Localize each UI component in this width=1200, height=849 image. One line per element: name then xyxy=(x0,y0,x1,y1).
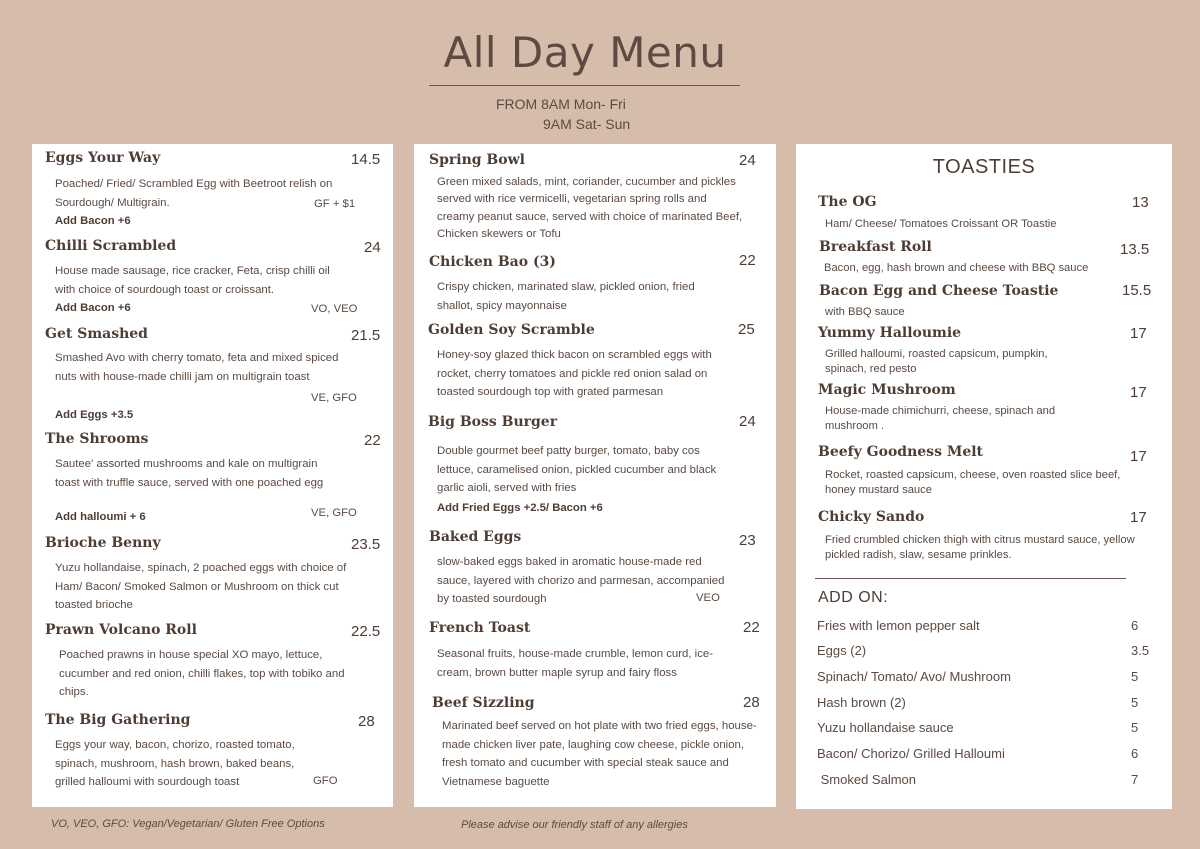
addon-name: Smoked Salmon xyxy=(817,772,916,787)
addon-name: Yuzu hollandaise sauce xyxy=(817,720,954,735)
item-name: Spring Bowl xyxy=(429,152,525,168)
item-name: Breakfast Roll xyxy=(819,239,932,255)
addon-price: 5 xyxy=(1131,669,1139,684)
item-description: with BBQ sauce xyxy=(825,306,905,318)
item-name: The Shrooms xyxy=(45,431,149,447)
item-description: Rocket, roasted capsicum, cheese, oven roasted slice beef, honey mustard sauce xyxy=(825,469,1121,496)
menu-column-3 xyxy=(796,144,1172,809)
item-name: Big Boss Burger xyxy=(428,414,558,430)
addon-price: 6 xyxy=(1131,746,1139,761)
item-price: 23.5 xyxy=(351,536,381,553)
dietary-tag: VE, GFO xyxy=(311,507,357,519)
menu-title: All Day Menu xyxy=(443,28,727,77)
item-addon: Add Fried Eggs +2.5/ Bacon +6 xyxy=(437,502,603,514)
dietary-legend: VO, VEO, GFO: Vegan/Vegetarian/ Gluten Free Options xyxy=(51,818,325,830)
addon-price: 5 xyxy=(1131,720,1139,735)
item-name: Yummy Halloumie xyxy=(818,325,962,341)
item-price: 22 xyxy=(743,619,760,636)
item-name: Chilli Scrambled xyxy=(45,238,177,254)
item-price: 24 xyxy=(739,152,756,169)
item-name: Brioche Benny xyxy=(45,535,161,551)
item-price: 15.5 xyxy=(1122,282,1152,299)
item-price: 17 xyxy=(1130,325,1147,342)
title-divider xyxy=(429,85,740,86)
item-price: 13.5 xyxy=(1120,241,1150,258)
dietary-tag: VEO xyxy=(696,592,720,604)
addon-row xyxy=(817,772,1147,787)
item-description: Ham/ Cheese/ Tomatoes Croissant OR Toastie xyxy=(825,218,1057,230)
addon-name: Fries with lemon pepper salt xyxy=(817,618,980,633)
addon-name: Eggs (2) xyxy=(817,643,867,658)
item-price: 17 xyxy=(1130,509,1147,526)
addon-divider xyxy=(815,578,1126,579)
item-description: Crispy chicken, marinated slaw, pickled onion, fried shallot, spicy mayonnaise xyxy=(437,281,695,312)
item-name: Eggs Your Way xyxy=(45,150,161,166)
item-description: Seasonal fruits, house-made crumble, lemon curd, ice-cream, brown butter maple syrup and fairy floss xyxy=(437,648,714,679)
item-name: Baked Eggs xyxy=(429,529,522,545)
dietary-tag: VO, VEO xyxy=(311,303,358,315)
item-addon: Add Eggs +3.5 xyxy=(55,409,134,421)
item-description: House-made chimichurri, cheese, spinach and mushroom . xyxy=(825,405,1056,432)
item-description: Grilled halloumi, roasted capsicum, pumpkin, spinach, red pesto xyxy=(825,348,1048,375)
item-name: Magic Mushroom xyxy=(818,382,956,398)
item-price: 25 xyxy=(738,321,755,338)
item-name: The Big Gathering xyxy=(45,712,191,728)
item-description: Fried crumbled chicken thigh with citrus mustard sauce, yellow pickled radish, slaw, sesame prinkles. xyxy=(825,534,1135,561)
item-description: Bacon, egg, hash brown and cheese with BBQ sauce xyxy=(824,262,1089,274)
addon-row xyxy=(817,643,1150,658)
addon-row xyxy=(817,618,1147,633)
item-description: Honey-soy glazed thick bacon on scrambled eggs with rocket, cherry tomatoes and pickle red onion salad on toasted sourdough top with grated parmesan xyxy=(437,349,712,398)
hours-weekday: FROM 8AM Mon- Fri xyxy=(496,96,626,112)
menu-column-1 xyxy=(32,144,393,807)
item-price: 28 xyxy=(743,694,760,711)
item-description: Poached/ Fried/ Scrambled Egg with Beetroot relish on Sourdough/ Multigrain. xyxy=(55,178,333,209)
item-description: Yuzu hollandaise, spinach, 2 poached eggs with choice of Ham/ Bacon/ Smoked Salmon or Mushroom on thick cut toasted brioche xyxy=(55,562,347,611)
item-price: 22 xyxy=(364,432,381,449)
item-addon: Add halloumi + 6 xyxy=(55,511,146,523)
item-price: 22 xyxy=(739,252,756,269)
hours-weekend: 9AM Sat- Sun xyxy=(543,116,631,132)
item-description: Double gourmet beef patty burger, tomato, baby cos lettuce, caramelised onion, pickled cucumber and black garlic aioli, served with fries xyxy=(437,445,717,494)
item-description: Poached prawns in house special XO mayo, lettuce, cucumber and red onion, chilli flakes, top with tobiko and chips. xyxy=(59,649,345,698)
item-description: Eggs your way, bacon, chorizo, roasted tomato, spinach, mushroom, hash brown, baked beans, grilled halloumi with sourdough toast xyxy=(55,739,295,788)
item-name: Prawn Volcano Roll xyxy=(45,622,197,638)
addon-price: 6 xyxy=(1131,618,1139,633)
addon-row xyxy=(817,720,1147,735)
item-addon: Add Bacon +6 xyxy=(55,215,131,227)
item-description: House made sausage, rice cracker, Feta, crisp chilli oil with choice of sourdough toast or croissant. xyxy=(55,265,330,296)
item-price: 22.5 xyxy=(351,623,381,640)
item-name: Beef Sizzling xyxy=(432,695,535,711)
toasties-heading: TOASTIES xyxy=(932,156,1036,178)
item-description: Green mixed salads, mint, coriander, cucumber and pickles served with rice vermicelli, vegetarian spring rolls and creamy peanut sauce, served with choice of marinated Beef, Chicken skewers or Tofu xyxy=(437,176,743,240)
item-description: slow-baked eggs baked in aromatic house-made red sauce, layered with chorizo and parmesan, accompanied by toasted sourdough xyxy=(437,556,725,605)
item-name: Beefy Goodness Melt xyxy=(818,444,984,460)
item-name: French Toast xyxy=(429,620,531,636)
addon-price: 3.5 xyxy=(1131,643,1150,658)
item-name: Golden Soy Scramble xyxy=(428,322,595,338)
addon-name: Spinach/ Tomato/ Avo/ Mushroom xyxy=(817,669,1011,684)
allergy-note: Please advise our friendly staff of any allergies xyxy=(461,819,688,831)
item-addon: Add Bacon +6 xyxy=(55,302,131,314)
menu-column-2 xyxy=(414,144,776,807)
dietary-tag: VE, GFO xyxy=(311,392,357,404)
dietary-tag: GF + $1 xyxy=(314,198,356,210)
addon-row xyxy=(817,669,1147,684)
item-description: Marinated beef served on hot plate with two fried eggs, house-made chicken liver pate, laughing cow cheese, pickle onion, fresh tomato and cucumber with special steak sauce and Vietnamese baguette xyxy=(442,720,757,788)
addon-row xyxy=(817,746,1147,761)
item-price: 23 xyxy=(739,532,756,549)
item-price: 17 xyxy=(1130,384,1147,401)
item-price: 17 xyxy=(1130,448,1147,465)
item-name: Chicken Bao (3) xyxy=(429,254,556,270)
item-name: The OG xyxy=(818,194,877,210)
addon-name: Bacon/ Chorizo/ Grilled Halloumi xyxy=(817,746,1005,761)
item-description: Sautee' assorted mushrooms and kale on multigrain toast with truffle sauce, served with one poached egg xyxy=(55,458,324,489)
item-description: Smashed Avo with cherry tomato, feta and mixed spiced nuts with house-made chilli jam on multigrain toast xyxy=(55,352,339,383)
addon-price: 7 xyxy=(1131,772,1139,787)
addon-price: 5 xyxy=(1131,695,1139,710)
opening-hours xyxy=(496,94,630,134)
item-price: 14.5 xyxy=(351,151,381,168)
item-price: 21.5 xyxy=(351,327,381,344)
item-price: 28 xyxy=(358,713,375,730)
addon-row xyxy=(817,695,1147,710)
item-price: 24 xyxy=(739,413,756,430)
addon-heading: ADD ON: xyxy=(818,589,889,606)
item-name: Bacon Egg and Cheese Toastie xyxy=(819,283,1059,299)
item-price: 24 xyxy=(364,239,381,256)
addon-name: Hash brown (2) xyxy=(817,695,906,710)
item-name: Chicky Sando xyxy=(818,509,925,525)
item-name: Get Smashed xyxy=(45,326,148,342)
dietary-tag: GFO xyxy=(313,775,338,787)
item-price: 13 xyxy=(1132,194,1149,211)
